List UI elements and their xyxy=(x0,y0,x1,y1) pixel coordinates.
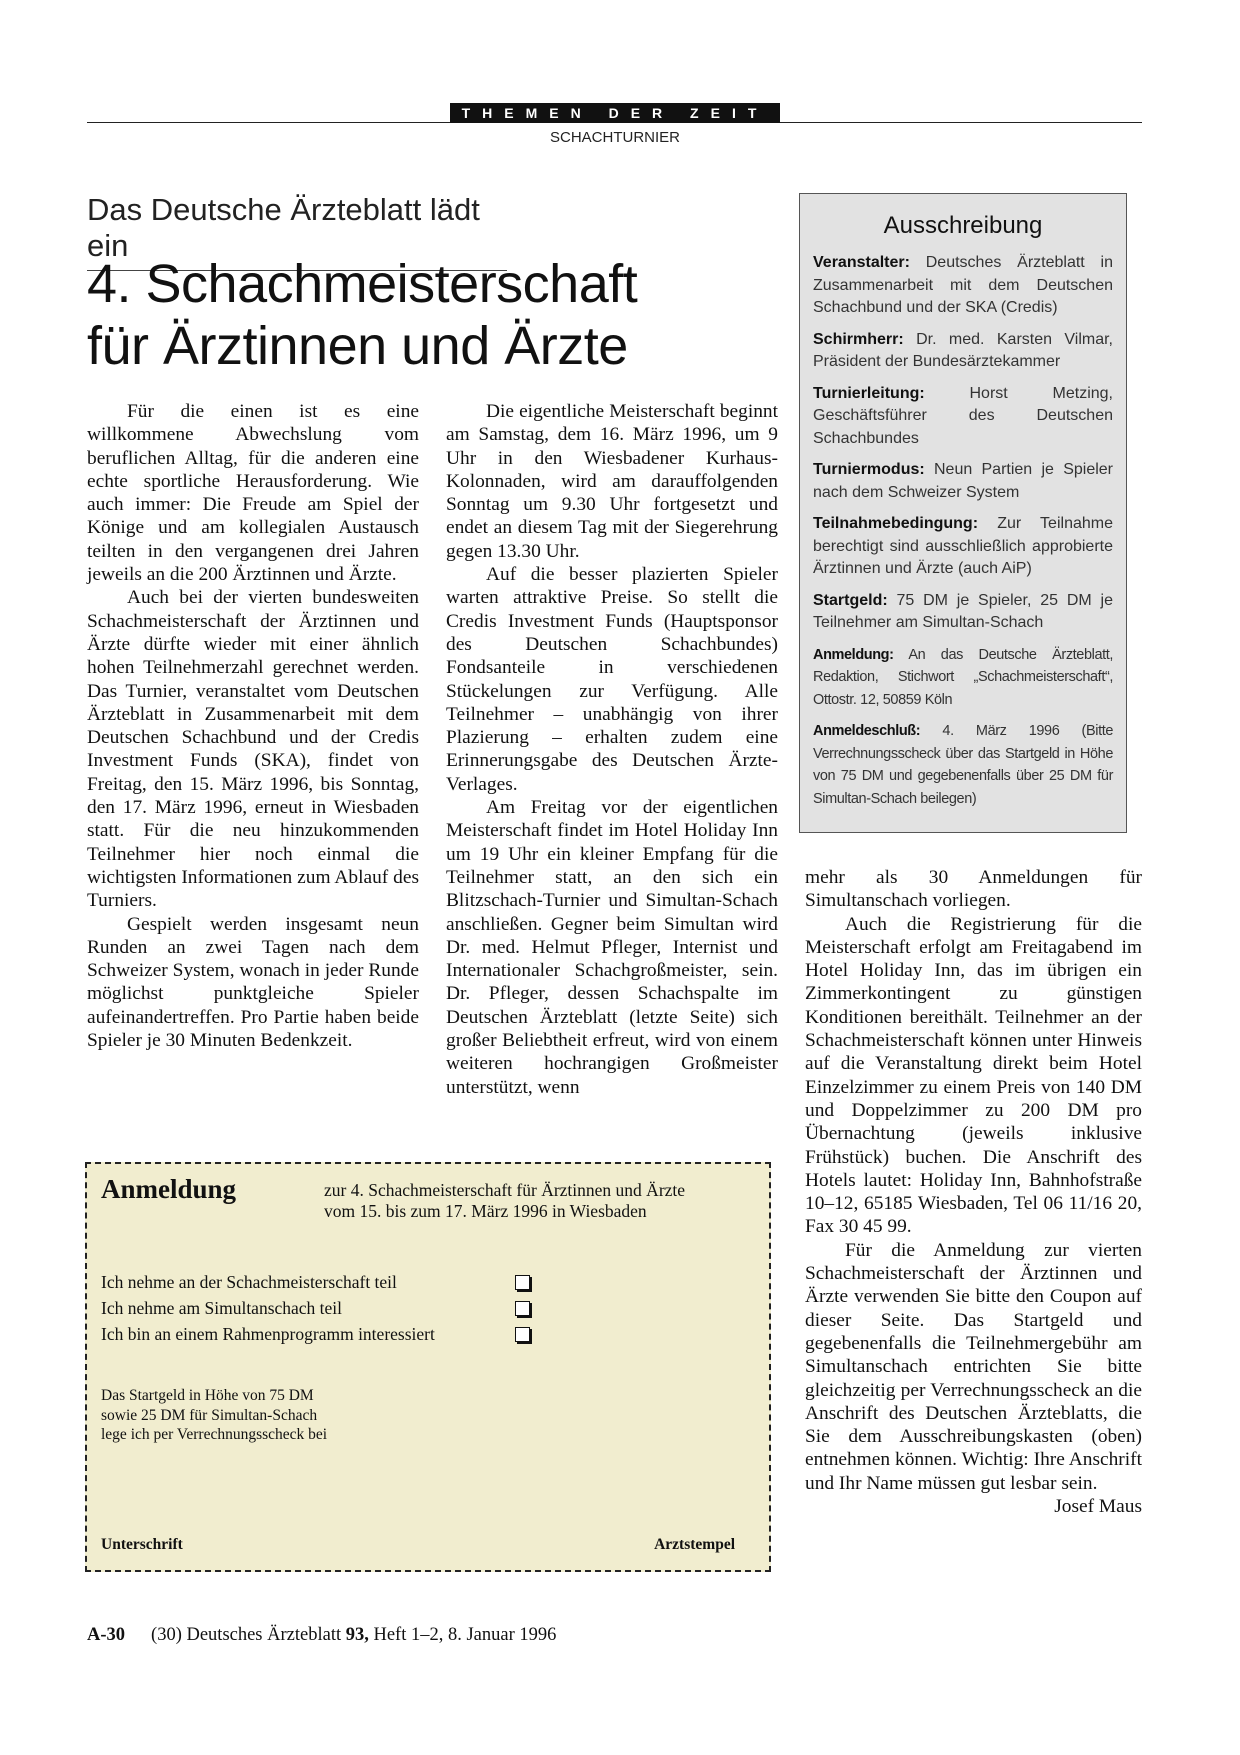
page-number: A-30 xyxy=(87,1625,126,1645)
info-label: Anmeldeschluß: xyxy=(813,723,921,739)
option-label: Ich nehme an der Schachmeisterschaft teil xyxy=(101,1272,397,1292)
coupon-title: Anmeldung xyxy=(101,1174,237,1204)
paragraph: Auch bei der vierten bundesweiten Schachmeisterschaft der Ärztinnen und Ärzte dürfte wieder mit einer ähnlich hohen Teilnehmerzahl gerechnet werden. Das Turnier, veranstaltet vom Deutschen Ärzteblatt in Zusammenarbeit mit dem Deutschen Schachbund und der Credis Investment Funds (SKA), findet von Freitag, den 15. März 1996, bis Sonntag, den 17. März 1996, erneut in Wiesbaden statt. Für die neu hinzukommenden Teilnehmer hier noch einmal die wichtigsten Informationen zum Ablauf des Turniers. xyxy=(87,587,419,912)
note-line: Das Startgeld in Höhe von 75 DM xyxy=(101,1387,314,1404)
subsection-label: SCHACHTURNIER xyxy=(549,129,680,146)
page-footer xyxy=(87,1625,556,1646)
announcement-box xyxy=(799,193,1127,833)
article-column-3 xyxy=(805,866,1142,1518)
info-entry xyxy=(813,252,1113,320)
info-text: Horst Metzing, Geschäftsführer des Deutschen Schachbundes xyxy=(813,384,1113,447)
coupon-fee-note xyxy=(101,1386,381,1445)
info-label: Startgeld: xyxy=(813,591,888,609)
article-kicker: Das Deutsche Ärzteblatt lädt ein xyxy=(87,192,507,271)
info-text: An das Deutsche Ärzteblatt, Redaktion, Stichwort „Schachmeisterschaft“, Ottostr. 12, 50859 Köln xyxy=(813,646,1113,708)
info-entry xyxy=(813,513,1113,581)
footer-citation: (30) Deutsches Ärzteblatt xyxy=(151,1625,346,1645)
info-entry xyxy=(813,459,1113,504)
paragraph-text: Für die Anmeldung zur vierten Schachmeisterschaft der Ärztinnen und Ärzte verwenden Sie bitte den Coupon auf dieser Seite. Das Startgeld und gegebenenfalls die Teilnehmergebühr am Simultanschach entrichten Sie bitte gleichzeitig per Verrechnungsscheck an die Anschrift des Deutschen Ärzteblatts, die Sie dem Ausschreibungskasten (oben) entnehmen können. Wichtig: Ihre Anschrift und Ihr Name müssen gut lesbar sein. xyxy=(805,1239,1142,1494)
paragraph: Die eigentliche Meisterschaft beginnt am Samstag, dem 16. März 1996, um 9 Uhr in den Wiesbadener Kurhaus-Kolonnaden, wird am darauffolgenden Sonntag um 9.30 Uhr fortgesetzt und endet an diesem Tag mit der Siegerehrung gegen 13.30 Uhr. xyxy=(446,401,778,562)
coupon-subtitle-line: zur 4. Schachmeisterschaft für Ärztinnen und Ärzte xyxy=(324,1180,686,1200)
note-line: lege ich per Verrechnungsscheck bei xyxy=(101,1426,328,1443)
info-label: Veranstalter: xyxy=(813,254,910,271)
info-text: Neun Partien je Spieler nach dem Schweizer System xyxy=(813,461,1113,501)
section-label: THEMEN DER ZEIT xyxy=(450,103,780,123)
option-program xyxy=(101,1324,521,1345)
announcement-title: Ausschreibung xyxy=(883,212,1043,239)
footer-volume: 93, xyxy=(345,1625,369,1645)
info-label: Turnierleitung: xyxy=(813,384,925,402)
simultaneous-checkbox[interactable] xyxy=(515,1301,530,1316)
info-text: Dr. med. Karsten Vilmar, Präsident der Bundesärztekammer xyxy=(813,330,1113,370)
paragraph: Am Freitag vor der eigentlichen Meisterschaft findet im Hotel Holiday Inn um 19 Uhr ein kleiner Empfang für die Teilnehmer statt, an den sich ein Blitzschach-Turnier und Simultan-Schach anschließen. Gegner beim Simultan wird Dr. med. Helmut Pfleger, Internist und Internationaler Schachgroßmeister, sein. Dr. Pfleger, dessen Schachspalte im Deutschen Ärzteblatt (letzte Seite) sich großer Beliebtheit erfreut, wird von einem weiteren hochrangigen Großmeister unterstützt, wenn xyxy=(446,797,778,1098)
info-label: Teilnahmebedingung: xyxy=(813,515,979,532)
article-column-2 xyxy=(446,400,778,1099)
info-text: Deutsches Ärzteblatt in Zusammenarbeit mit dem Deutschen Schachbund und der SKA (Credis) xyxy=(813,254,1113,316)
paragraph: Auch die Registrierung für die Meisterschaft erfolgt am Freitagabend im Hotel Holiday Inn, das im übrigen ein Zimmerkontingent zu günstigen Konditionen bereithält. Teilnehmer an der Schachmeisterschaft können unter Hinweis auf die Veranstaltung direkt beim Hotel Einzelzimmer zu einem Preis von 140 DM und Doppelzimmer zu 200 DM pro Übernachtung (jeweils inklusive Frühstück) buchen. Die Anschrift des Hotels lautet: Holiday Inn, Bahnhofstraße 10–12, 65185 Wiesbaden, Tel 06 11/16 20, Fax 30 45 99. xyxy=(805,913,1142,1238)
signature-field[interactable]: Unterschrift xyxy=(101,1536,183,1553)
info-text: 75 DM je Spieler, 25 DM je Teilnehmer am Simultan-Schach xyxy=(813,591,1113,631)
info-label: Schirmherr: xyxy=(813,330,904,348)
paragraph: Gespielt werden insgesamt neun Runden an zwei Tagen nach dem Schweizer System, wonach in jeder Runde möglichst punktgleiche Spieler aufeinandertreffen. Pro Partie haben beide Spieler je 30 Minuten Bedenkzeit. xyxy=(87,913,419,1052)
author-name: Josef Maus xyxy=(1054,1496,1142,1518)
info-label: Turniermodus: xyxy=(813,461,925,478)
paragraph: mehr als 30 Anmeldungen für Simultanschach vorliegen. xyxy=(805,867,1142,912)
option-label: Ich bin an einem Rahmenprogramm interessiert xyxy=(101,1324,435,1344)
info-entry xyxy=(813,644,1113,712)
info-label: Anmeldung: xyxy=(813,646,894,663)
paragraph: Für die einen ist es eine willkommene Abwechslung vom beruflichen Alltag, für die anderen eine echte sportliche Herausforderung. Wie auch immer: Die Freude am Spiel der Könige und am kollegialen Austausch teilten in den vergangenen drei Jahren jeweils an die 200 Ärztinnen und Ärzte. xyxy=(87,401,419,586)
option-championship xyxy=(101,1272,521,1293)
info-text: Zur Teilnahme berechtigt sind ausschließlich approbierte Ärztinnen und Ärzte (auch AiP) xyxy=(813,515,1113,577)
footer-citation-rest: Heft 1–2, 8. Januar 1996 xyxy=(368,1625,557,1645)
info-entry xyxy=(813,383,1113,451)
coupon-subtitle-line: vom 15. bis zum 17. März 1996 in Wiesbaden xyxy=(324,1201,647,1221)
championship-checkbox[interactable] xyxy=(515,1275,530,1290)
stamp-field[interactable]: Arztstempel xyxy=(654,1536,735,1553)
coupon-subtitle xyxy=(324,1180,754,1222)
info-text: 4. März 1996 (Bitte Verrechnungsscheck über das Startgeld in Höhe von 75 DM und gegebenenfalls über 25 DM für Simultan-Schach beilegen) xyxy=(813,723,1113,807)
title-line: für Ärztinnen und Ärzte xyxy=(87,316,628,376)
paragraph xyxy=(805,1239,1142,1518)
option-label: Ich nehme am Simultanschach teil xyxy=(101,1298,343,1318)
info-entry xyxy=(813,720,1113,810)
paragraph: Auf die besser plazierten Spieler warten attraktive Preise. So stellt die Credis Investment Funds (Hauptsponsor des Deutschen Schachbundes) Fondsanteile in verschiedenen Stückelungen zur Verfügung. Alle Teilnehmer – unabhängig von ihrer Plazierung – erhalten zudem eine Erinnerungsgabe des Deutschen Ärzte-Verlages. xyxy=(446,564,778,795)
option-simultaneous xyxy=(101,1298,521,1319)
article-column-1 xyxy=(87,400,419,1052)
title-line: 4. Schachmeisterschaft xyxy=(87,254,638,314)
article-title xyxy=(87,253,787,377)
info-entry xyxy=(813,329,1113,374)
registration-coupon xyxy=(85,1162,771,1572)
info-entry xyxy=(813,590,1113,635)
note-line: sowie 25 DM für Simultan-Schach xyxy=(101,1406,318,1424)
program-checkbox[interactable] xyxy=(515,1327,530,1342)
